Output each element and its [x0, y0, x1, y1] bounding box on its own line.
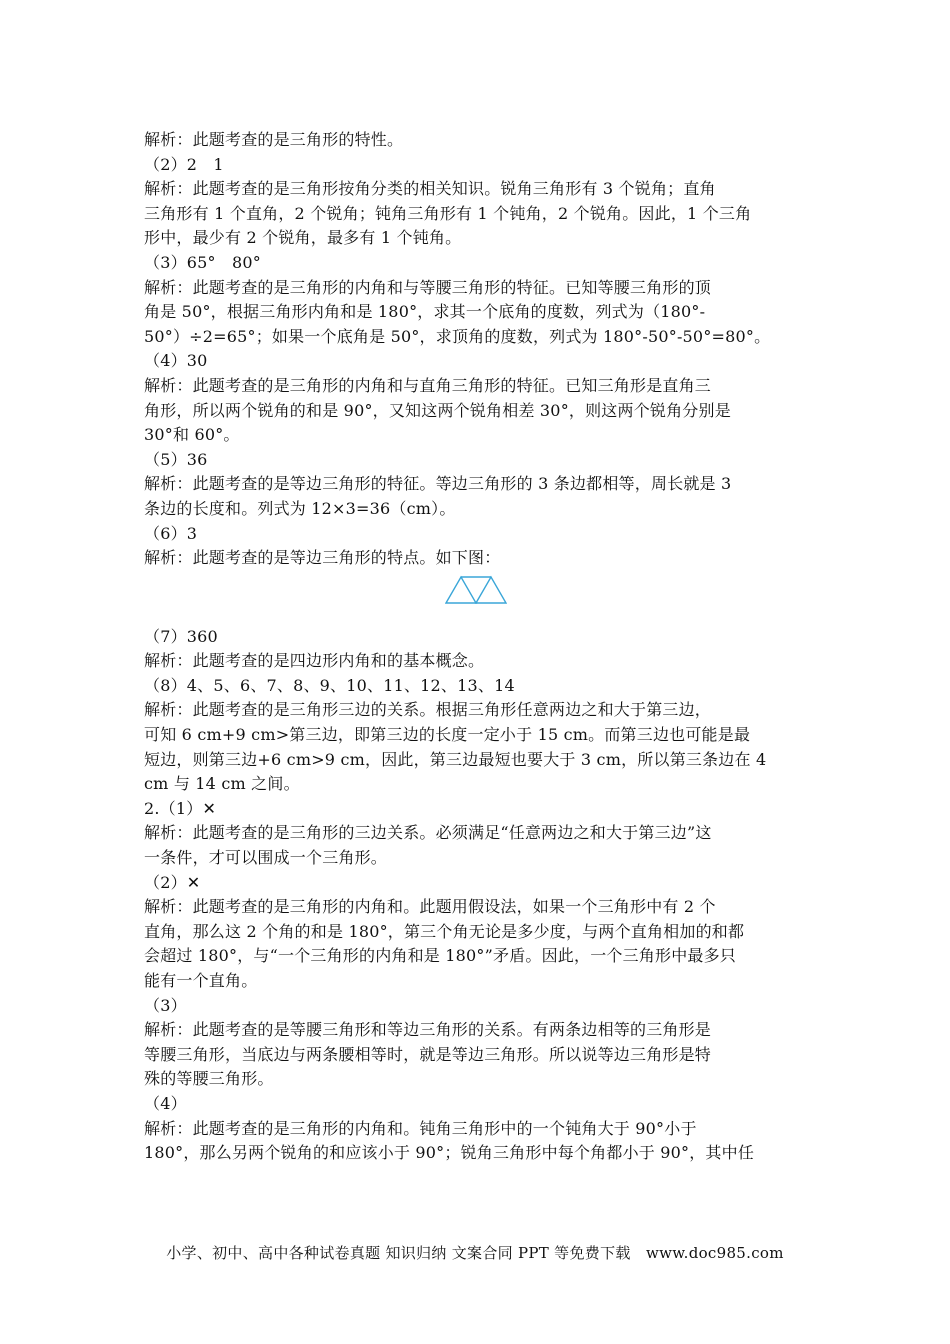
text-line: （8）4、5、6、7、8、9、10、11、12、13、14 — [144, 675, 515, 695]
text-line: 能有一个直角。 — [144, 971, 258, 990]
text-line: 解析：此题考查的是等腰三角形和等边三角形的关系。有两条边相等的三角形是 — [144, 1020, 712, 1040]
text-line: 解析：此题考查的是三角形的特性。 — [144, 130, 404, 149]
text-line: 形中，最少有 2 个锐角，最多有 1 个钝角。 — [144, 228, 462, 248]
text-line: 条边的长度和。列式为 12×3=36（cm）。 — [144, 498, 456, 518]
triangle-left — [446, 577, 476, 603]
text-block-1 — [144, 128, 808, 571]
text-line: 解析：此题考查的是等边三角形的特点。如下图： — [144, 548, 501, 568]
text-line: 180°，那么另两个锐角的和应该小于 90°；锐角三角形中每个角都小于 90°，其中任 — [144, 1143, 755, 1163]
page-footer: 小学、初中、高中各种试卷真题 知识归纳 文案合同 PPT 等免费下载 www.doc985.com — [166, 1244, 784, 1262]
text-line: 三角形有 1 个直角，2 个锐角；钝角三角形有 1 个钝角，2 个锐角。因此，1 个三角 — [144, 203, 752, 223]
text-line: 解析：此题考查的是三角形的内角和。此题用假设法，如果一个三角形中有 2 个 — [144, 897, 716, 917]
triangle-right — [476, 577, 506, 603]
text-line: （4）30 — [144, 351, 208, 371]
text-line: 可知 6 cm+9 cm>第三边，即第三边的长度一定小于 15 cm。而第三边也可能是最 — [144, 725, 751, 745]
text-line: （6）3 — [144, 523, 198, 543]
three-equilateral-triangles-diagram — [445, 573, 507, 605]
text-line: 解析：此题考查的是三角形的内角和与直角三角形的特征。已知三角形是直角三 — [144, 375, 712, 395]
text-line: 解析：此题考查的是等边三角形的特征。等边三角形的 3 条边都相等，周长就是 3 — [144, 474, 732, 494]
text-line: 50°）÷2=65°；如果一个底角是 50°，求顶角的度数，列式为 180°-50°-50°=80°。 — [144, 326, 771, 346]
text-line: 角形，所以两个锐角的和是 90°，又知这两个锐角相差 30°，则这两个锐角分别是 — [144, 400, 731, 420]
text-line: 解析：此题考查的是三角形的内角和与等腰三角形的特征。已知等腰三角形的顶 — [144, 277, 712, 297]
text-line: 一条件，才可以围成一个三角形。 — [144, 848, 388, 868]
text-line: 30°和 60°。 — [144, 425, 240, 445]
text-line: （3） — [144, 995, 187, 1015]
text-line: （4） — [144, 1093, 187, 1113]
text-line: 会超过 180°，与“一个三角形的内角和是 180°”矛盾。因此，一个三角形中最多只 — [144, 946, 737, 966]
text-line: 角是 50°，根据三角形内角和是 180°，求其一个底角的度数，列式为（180°- — [144, 302, 706, 322]
text-line: （2）✕ — [144, 872, 201, 892]
text-line: 解析：此题考查的是四边形内角和的基本概念。 — [144, 651, 485, 671]
text-line: 等腰三角形，当底边与两条腰相等时，就是等边三角形。所以说等边三角形是特 — [144, 1044, 712, 1064]
text-line: 解析：此题考查的是三角形三边的关系。根据三角形任意两边之和大于第三边， — [144, 700, 712, 720]
text-line: （5）36 — [144, 449, 208, 469]
answer-explanations — [144, 128, 808, 1166]
text-line: 解析：此题考查的是三角形的内角和。钝角三角形中的一个钝角大于 90°小于 — [144, 1118, 697, 1138]
text-line: 解析：此题考查的是三角形按角分类的相关知识。锐角三角形有 3 个锐角；直角 — [144, 179, 716, 199]
text-line: （3）65° 80° — [144, 252, 261, 272]
text-line: cm 与 14 cm 之间。 — [144, 774, 300, 794]
text-line: 直角，那么这 2 个角的和是 180°，第三个角无论是多少度，与两个直角相加的和都 — [144, 921, 745, 941]
text-line: （7）360 — [144, 626, 218, 646]
text-line: 解析：此题考查的是三角形的三边关系。必须满足“任意两边之和大于第三边”这 — [144, 823, 712, 843]
triangle-figure — [144, 571, 808, 625]
text-line: 殊的等腰三角形。 — [144, 1069, 274, 1089]
text-line: 短边，则第三边+6 cm>9 cm，因此，第三边最短也要大于 3 cm，所以第三条边在 4 — [144, 749, 767, 769]
text-line: 2.（1）✕ — [144, 798, 217, 818]
text-line: （2）2 1 — [144, 154, 224, 174]
text-block-2 — [144, 625, 808, 1166]
